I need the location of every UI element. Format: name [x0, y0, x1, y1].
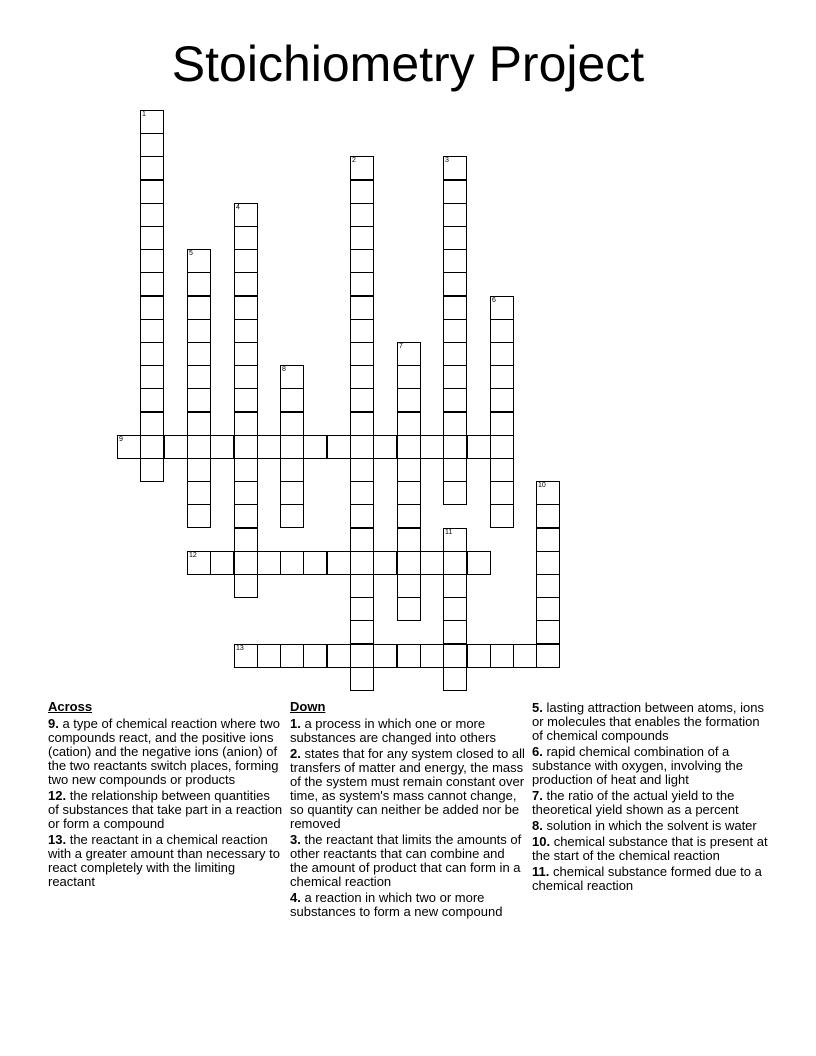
crossword-cell[interactable] — [234, 528, 258, 552]
crossword-cell[interactable] — [373, 644, 397, 668]
crossword-cell[interactable] — [397, 412, 421, 436]
crossword-cell[interactable] — [257, 551, 281, 575]
crossword-cell[interactable] — [350, 551, 374, 575]
crossword-cell[interactable] — [140, 203, 164, 227]
crossword-cell[interactable] — [397, 574, 421, 598]
crossword-cell[interactable] — [234, 458, 258, 482]
crossword-cell[interactable] — [350, 620, 374, 644]
cell-number: 10 — [538, 482, 546, 489]
clue-across-12 — [48, 789, 284, 831]
crossword-cell[interactable] — [536, 551, 560, 575]
crossword-cell[interactable] — [490, 435, 514, 459]
crossword-cell[interactable] — [140, 272, 164, 296]
crossword-cell[interactable] — [513, 644, 537, 668]
crossword-cell[interactable] — [397, 504, 421, 528]
crossword-cell[interactable] — [443, 435, 467, 459]
cell-number: 9 — [119, 436, 123, 443]
crossword-cell[interactable] — [280, 388, 304, 412]
crossword-cell[interactable] — [117, 435, 141, 459]
crossword-cell[interactable] — [397, 388, 421, 412]
crossword-cell[interactable] — [397, 551, 421, 575]
clue-number: 10. — [532, 834, 551, 849]
crossword-cell[interactable] — [536, 528, 560, 552]
clue-number: 2. — [290, 746, 301, 761]
crossword-cell[interactable] — [303, 435, 327, 459]
crossword-cell[interactable] — [234, 481, 258, 505]
crossword-cell[interactable] — [443, 156, 467, 180]
crossword-cell[interactable] — [327, 644, 351, 668]
crossword-cell[interactable] — [397, 597, 421, 621]
crossword-cell[interactable] — [350, 180, 374, 204]
crossword-cell[interactable] — [443, 412, 467, 436]
clue-down-2 — [290, 747, 526, 831]
crossword-cell[interactable] — [280, 365, 304, 389]
crossword-cell[interactable] — [443, 342, 467, 366]
crossword-cell[interactable] — [490, 388, 514, 412]
crossword-cell[interactable] — [140, 156, 164, 180]
clue-down-8 — [532, 819, 768, 833]
crossword-cell[interactable] — [397, 342, 421, 366]
crossword-cell[interactable] — [350, 481, 374, 505]
crossword-cell[interactable] — [350, 597, 374, 621]
crossword-cell[interactable] — [443, 365, 467, 389]
cell-number: 6 — [492, 297, 496, 304]
crossword-cell[interactable] — [397, 481, 421, 505]
crossword-cell[interactable] — [187, 481, 211, 505]
crossword-cell[interactable] — [234, 226, 258, 250]
crossword-cell[interactable] — [490, 296, 514, 320]
crossword-cell[interactable] — [350, 249, 374, 273]
crossword-cell[interactable] — [350, 644, 374, 668]
crossword-cell[interactable] — [350, 226, 374, 250]
crossword-cell[interactable] — [490, 504, 514, 528]
crossword-cell[interactable] — [443, 180, 467, 204]
crossword-cell[interactable] — [443, 458, 467, 482]
clue-text: a reaction in which two or more substances to form a new compound — [290, 890, 503, 919]
crossword-cell[interactable] — [350, 388, 374, 412]
page-title: Stoichiometry Project — [171, 36, 645, 92]
cell-number: 13 — [236, 645, 244, 652]
cell-number: 8 — [282, 366, 286, 373]
clue-number: 4. — [290, 890, 301, 905]
crossword-cell[interactable] — [443, 551, 467, 575]
crossword-cell[interactable] — [490, 412, 514, 436]
clue-down-11 — [532, 865, 768, 893]
crossword-cell[interactable] — [140, 365, 164, 389]
crossword-cell[interactable] — [350, 504, 374, 528]
crossword-cell[interactable] — [140, 388, 164, 412]
crossword-cell[interactable] — [420, 644, 444, 668]
crossword-cell[interactable] — [140, 435, 164, 459]
crossword-cell[interactable] — [234, 319, 258, 343]
crossword-cell[interactable] — [350, 412, 374, 436]
crossword-cell[interactable] — [234, 435, 258, 459]
crossword-cell[interactable] — [373, 435, 397, 459]
crossword-cell[interactable] — [210, 551, 234, 575]
crossword-cell[interactable] — [443, 644, 467, 668]
crossword-cell[interactable] — [187, 435, 211, 459]
crossword-cell[interactable] — [490, 458, 514, 482]
crossword-cell[interactable] — [234, 504, 258, 528]
crossword-cell[interactable] — [443, 597, 467, 621]
crossword-cell[interactable] — [420, 551, 444, 575]
clue-text: the ratio of the actual yield to the theoretical yield shown as a percent — [532, 788, 739, 817]
clue-text: a process in which one or more substances are changed into others — [290, 716, 496, 745]
cell-number: 7 — [399, 343, 403, 350]
crossword-cell[interactable] — [350, 435, 374, 459]
clue-text: lasting attraction between atoms, ions or molecules that enables the formation of chemical compounds — [532, 700, 764, 743]
crossword-cell[interactable] — [490, 342, 514, 366]
crossword-cell[interactable] — [234, 342, 258, 366]
crossword-cell[interactable] — [164, 435, 188, 459]
clue-text: a type of chemical reaction where two compounds react, and the positive ions (cation) and the negative ions (anion) of the two reactants switch places, forming two new compounds or products — [48, 716, 280, 787]
clue-number: 3. — [290, 832, 301, 847]
clue-number: 5. — [532, 700, 543, 715]
crossword-cell[interactable] — [280, 481, 304, 505]
clue-down-7 — [532, 789, 768, 817]
clue-text: chemical substance formed due to a chemical reaction — [532, 864, 762, 893]
crossword-cell[interactable] — [350, 319, 374, 343]
crossword-cell[interactable] — [350, 156, 374, 180]
clue-down-6 — [532, 745, 768, 787]
clue-number: 6. — [532, 744, 543, 759]
crossword-cell[interactable] — [350, 574, 374, 598]
crossword-cell[interactable] — [234, 574, 258, 598]
crossword-cell[interactable] — [350, 342, 374, 366]
crossword-cell[interactable] — [467, 644, 491, 668]
crossword-cell[interactable] — [536, 644, 560, 668]
crossword-cell[interactable] — [280, 412, 304, 436]
crossword-cell[interactable] — [140, 180, 164, 204]
crossword-cell[interactable] — [280, 551, 304, 575]
crossword-cell[interactable] — [140, 110, 164, 134]
crossword-cell[interactable] — [140, 226, 164, 250]
crossword-cell[interactable] — [350, 272, 374, 296]
clue-number: 11. — [532, 864, 550, 879]
crossword-cell[interactable] — [234, 551, 258, 575]
crossword-cell[interactable] — [234, 272, 258, 296]
clue-down-3 — [290, 833, 526, 889]
crossword-cell[interactable] — [257, 644, 281, 668]
crossword-cell[interactable] — [234, 388, 258, 412]
clue-down-4 — [290, 891, 526, 919]
cell-number: 3 — [445, 157, 449, 164]
clue-number: 13. — [48, 832, 67, 847]
crossword-cell[interactable] — [187, 272, 211, 296]
crossword-cell[interactable] — [140, 296, 164, 320]
crossword-cell[interactable] — [187, 365, 211, 389]
clue-number: 12. — [48, 788, 67, 803]
crossword-cell[interactable] — [280, 435, 304, 459]
clue-across-9 — [48, 717, 284, 787]
clue-across-13 — [48, 833, 284, 889]
crossword-cell[interactable] — [443, 319, 467, 343]
crossword-cell[interactable] — [443, 620, 467, 644]
cell-number: 11 — [445, 529, 453, 536]
across-heading: Across — [48, 699, 93, 714]
clue-text: the reactant that limits the amounts of other reactants that can combine and the amount of product that can form in a chemical reaction — [290, 832, 522, 889]
crossword-cell[interactable] — [397, 435, 421, 459]
crossword-cell[interactable] — [443, 481, 467, 505]
across-clues — [48, 700, 284, 891]
cell-number: 1 — [142, 111, 146, 118]
crossword-cell[interactable] — [397, 365, 421, 389]
crossword-cell[interactable] — [187, 319, 211, 343]
crossword-cell[interactable] — [280, 458, 304, 482]
clue-number: 1. — [290, 716, 301, 731]
clue-text: chemical substance that is present at the start of the chemical reaction — [532, 834, 768, 863]
clue-down-5 — [532, 701, 768, 743]
crossword-cell[interactable] — [443, 528, 467, 552]
crossword-cell[interactable] — [187, 458, 211, 482]
crossword-cell[interactable] — [490, 365, 514, 389]
crossword-cell[interactable] — [536, 504, 560, 528]
crossword-cell[interactable] — [140, 133, 164, 157]
crossword-cell[interactable] — [140, 319, 164, 343]
crossword-cell[interactable] — [234, 296, 258, 320]
cell-number: 2 — [352, 157, 356, 164]
clue-down-10 — [532, 835, 768, 863]
crossword-cell[interactable] — [140, 458, 164, 482]
crossword-cell[interactable] — [303, 551, 327, 575]
crossword-cell[interactable] — [420, 435, 444, 459]
clue-number: 9. — [48, 716, 59, 731]
crossword-cell[interactable] — [536, 574, 560, 598]
crossword-cell[interactable] — [234, 365, 258, 389]
crossword-cell[interactable] — [397, 644, 421, 668]
crossword-cell[interactable] — [350, 458, 374, 482]
crossword-cell[interactable] — [443, 296, 467, 320]
crossword-cell[interactable] — [187, 504, 211, 528]
clue-text: rapid chemical combination of a substance with oxygen, involving the production of heat and light — [532, 744, 744, 787]
crossword-cell[interactable] — [397, 458, 421, 482]
crossword-cell[interactable] — [234, 249, 258, 273]
crossword-cell[interactable] — [536, 620, 560, 644]
crossword-cell[interactable] — [443, 272, 467, 296]
crossword-cell[interactable] — [443, 226, 467, 250]
crossword-cell[interactable] — [187, 249, 211, 273]
clue-down-1 — [290, 717, 526, 745]
clue-text: the relationship between quantities of substances that take part in a reaction or form a compound — [48, 788, 283, 831]
crossword-cell[interactable] — [443, 574, 467, 598]
crossword-cell[interactable] — [490, 644, 514, 668]
crossword-cell[interactable] — [350, 296, 374, 320]
crossword-cell[interactable] — [187, 388, 211, 412]
crossword-cell[interactable] — [234, 412, 258, 436]
crossword-cell[interactable] — [443, 667, 467, 691]
crossword-cell[interactable] — [234, 644, 258, 668]
down-clues-continued — [532, 701, 768, 895]
crossword-cell[interactable] — [443, 388, 467, 412]
crossword-cell[interactable] — [234, 203, 258, 227]
crossword-cell[interactable] — [397, 528, 421, 552]
crossword-cell[interactable] — [373, 551, 397, 575]
cell-number: 5 — [189, 250, 193, 257]
down-clues — [290, 700, 526, 921]
crossword-cell[interactable] — [350, 365, 374, 389]
crossword-cell[interactable] — [187, 551, 211, 575]
crossword-cell[interactable] — [350, 528, 374, 552]
crossword-cell[interactable] — [443, 249, 467, 273]
crossword-cell[interactable] — [303, 644, 327, 668]
crossword-cell[interactable] — [536, 481, 560, 505]
cell-number: 12 — [189, 552, 197, 559]
crossword-cell[interactable] — [210, 435, 234, 459]
crossword-cell[interactable] — [467, 435, 491, 459]
crossword-cell[interactable] — [350, 203, 374, 227]
crossword-cell[interactable] — [140, 249, 164, 273]
clue-number: 8. — [532, 818, 543, 833]
clue-number: 7. — [532, 788, 543, 803]
crossword-cell[interactable] — [327, 435, 351, 459]
cell-number: 4 — [236, 204, 240, 211]
crossword-cell[interactable] — [280, 504, 304, 528]
crossword-cell[interactable] — [187, 342, 211, 366]
crossword-cell[interactable] — [187, 296, 211, 320]
crossword-cell[interactable] — [350, 667, 374, 691]
crossword-cell[interactable] — [443, 203, 467, 227]
clue-text: solution in which the solvent is water — [546, 818, 757, 833]
clue-text: the reactant in a chemical reaction with a greater amount than necessary to react completely with the limiting reactant — [48, 832, 280, 889]
crossword-cell[interactable] — [327, 551, 351, 575]
crossword-cell[interactable] — [280, 644, 304, 668]
crossword-cell[interactable] — [467, 551, 491, 575]
crossword-cell[interactable] — [140, 412, 164, 436]
down-heading: Down — [290, 699, 326, 714]
crossword-cell[interactable] — [536, 597, 560, 621]
crossword-cell[interactable] — [490, 481, 514, 505]
crossword-cell[interactable] — [490, 319, 514, 343]
crossword-cell[interactable] — [140, 342, 164, 366]
crossword-cell[interactable] — [257, 435, 281, 459]
crossword-cell[interactable] — [187, 412, 211, 436]
clue-text: states that for any system closed to all transfers of matter and energy, the mass of the system must remain constant over time, as system's mass cannot change, so quantity can neither be added nor be removed — [290, 746, 525, 831]
